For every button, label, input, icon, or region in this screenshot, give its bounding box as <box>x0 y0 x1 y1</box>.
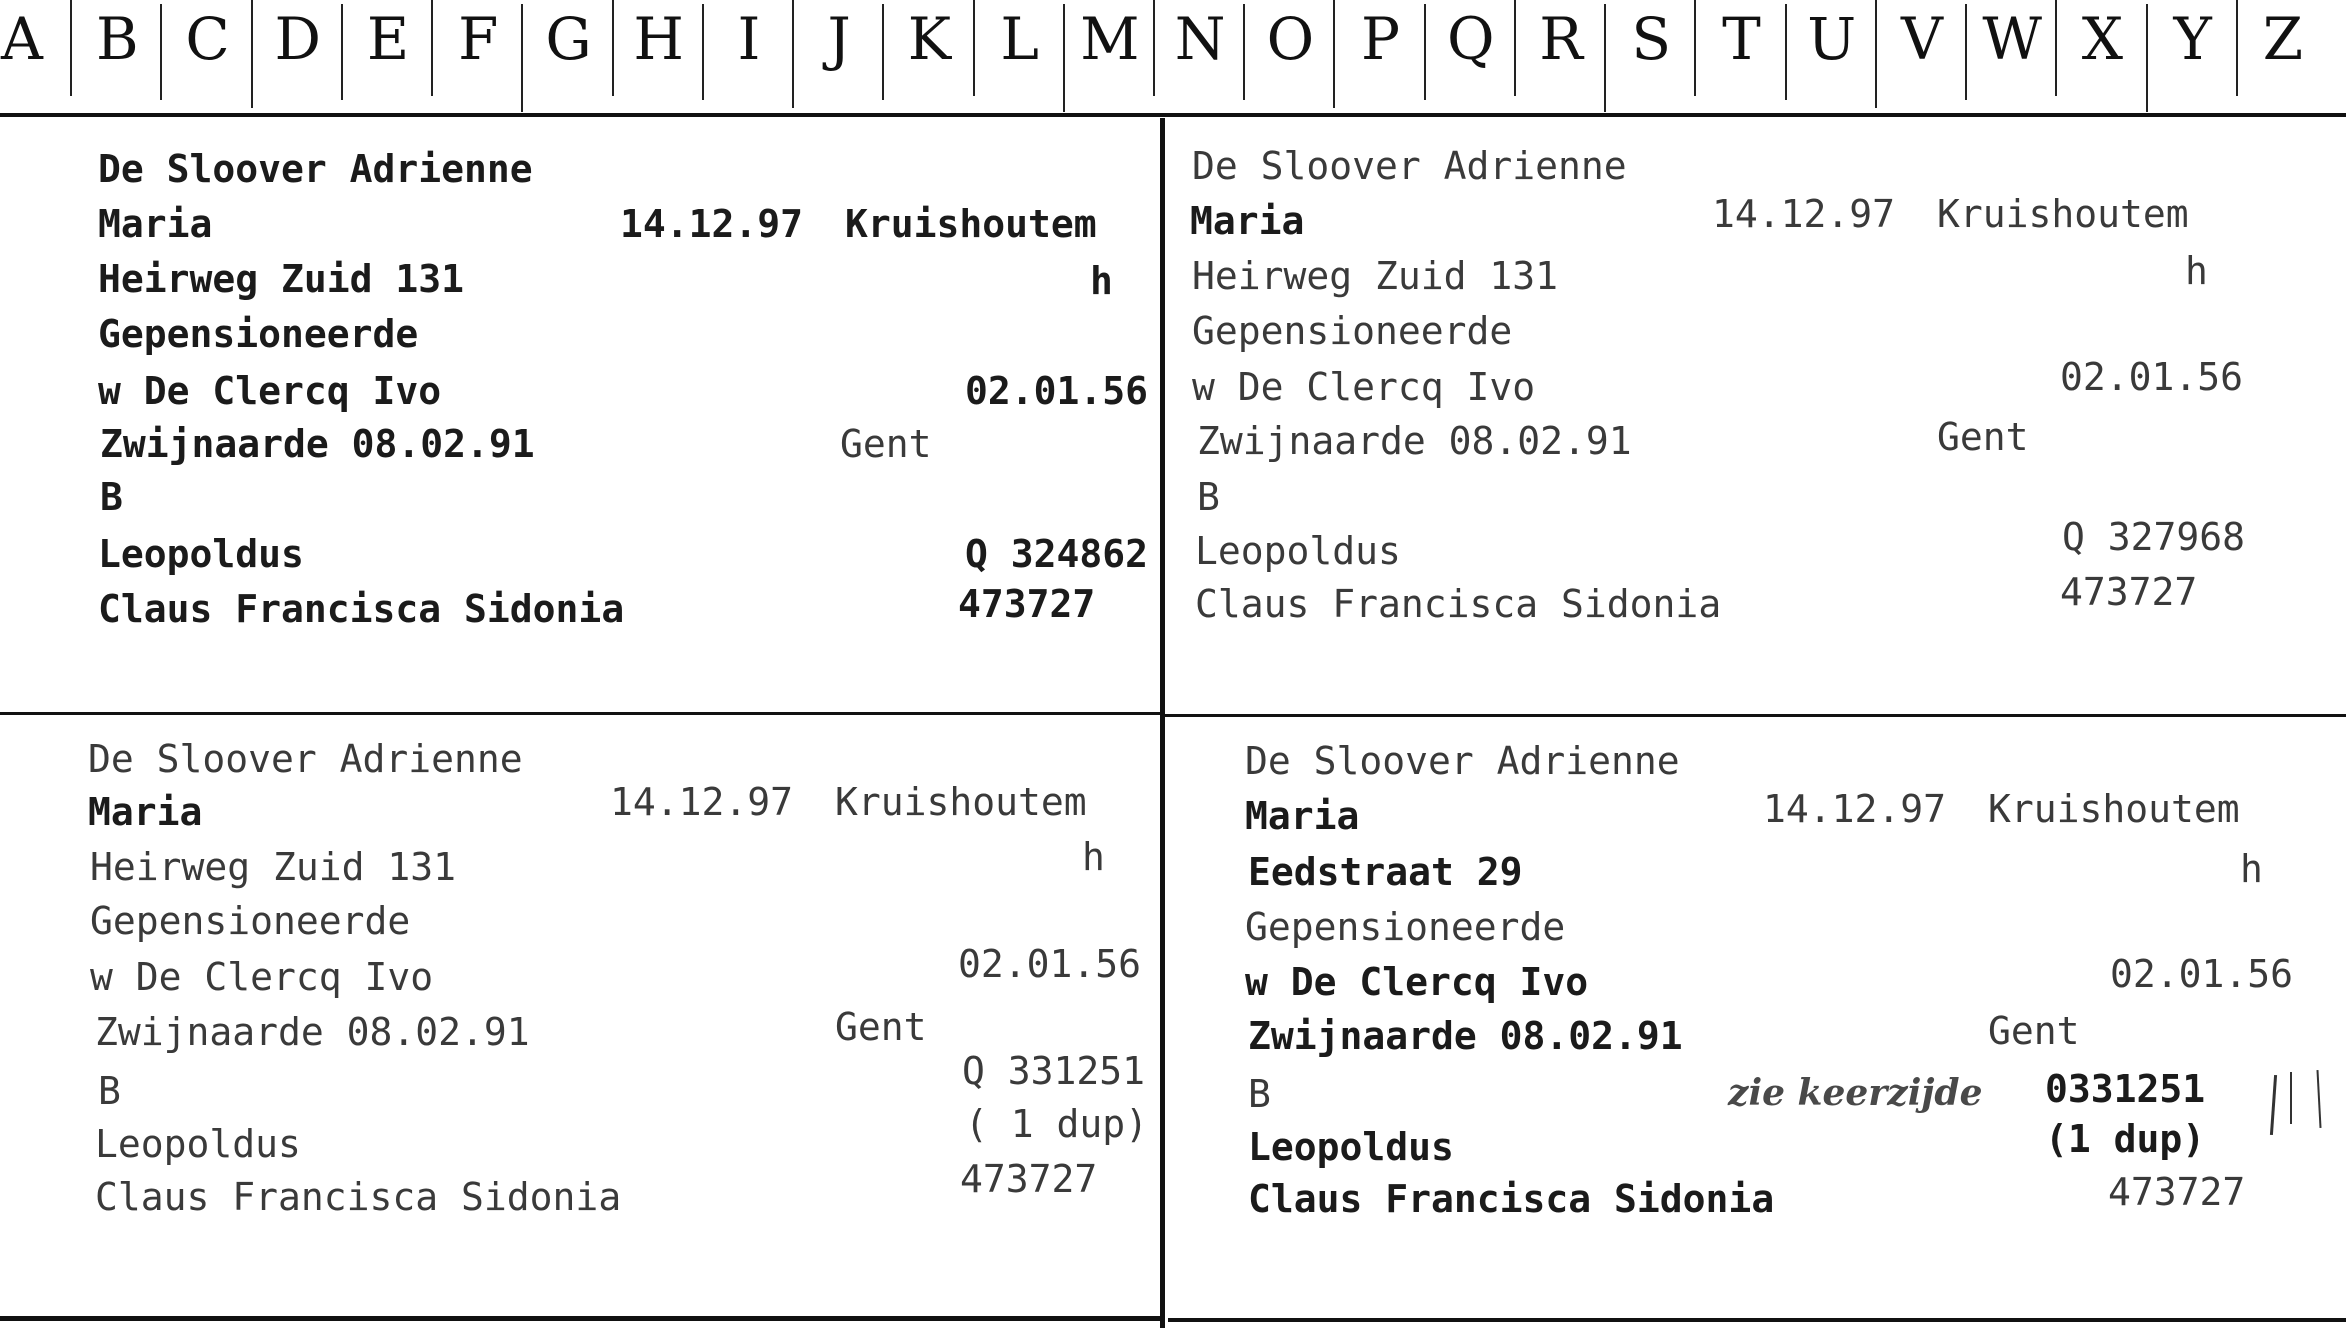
index-tick <box>2055 0 2057 96</box>
index-letter-m: M <box>1080 5 1140 73</box>
card-reference-no: Q 324862 <box>965 532 1149 576</box>
index-letter-s: S <box>1631 5 1672 73</box>
horizontal-divider-left <box>0 712 1162 715</box>
index-tick <box>1694 0 1696 96</box>
card-birth-date: 14.12.97 <box>1712 192 1896 236</box>
index-tick <box>521 4 523 112</box>
index-letter-p: P <box>1361 5 1401 73</box>
index-tick <box>1153 0 1155 96</box>
card-name-line: De Sloover Adrienne <box>1245 739 1680 783</box>
card-mother: Claus Francisca Sidonia <box>1248 1177 1775 1221</box>
card-file-no: 473727 <box>960 1157 1098 1201</box>
card-status-code: B <box>1248 1072 1271 1116</box>
card-birth-place: Kruishoutem <box>1988 787 2240 831</box>
card-name-line: De Sloover Adrienne <box>98 147 533 191</box>
card-birth-place: Kruishoutem <box>1937 192 2189 236</box>
index-tick <box>160 4 162 100</box>
index-tick <box>612 0 614 96</box>
card-parish: Leopoldus <box>95 1122 301 1166</box>
card-spouse: w De Clercq Ivo <box>1192 365 1536 409</box>
card-occupation: Gepensioneerde <box>1192 309 1513 353</box>
card-birth-date: 14.12.97 <box>620 202 804 246</box>
card-file-no: 473727 <box>2108 1170 2246 1214</box>
card-address: Heirweg Zuid 131 <box>1192 254 1559 298</box>
index-letter-o: O <box>1266 5 1315 73</box>
card-parish: Leopoldus <box>1248 1125 1454 1169</box>
card-gender: h <box>2185 249 2208 293</box>
index-letter-a: A <box>1 5 43 73</box>
bottom-rule-left <box>0 1316 1160 1321</box>
card-duplicate-note: ( 1 dup) <box>965 1102 1149 1146</box>
index-tick <box>251 0 253 108</box>
index-tick <box>431 0 433 96</box>
card-reference-no: Q 327968 <box>2062 515 2246 559</box>
index-tick <box>1424 4 1426 100</box>
card-parish: Leopoldus <box>1195 529 1401 573</box>
index-tick <box>1333 0 1335 108</box>
card-address: Heirweg Zuid 131 <box>90 845 457 889</box>
horizontal-divider-right <box>1165 714 2346 717</box>
card-mother: Claus Francisca Sidonia <box>98 587 625 631</box>
index-letter-j: J <box>827 5 851 73</box>
index-letter-q: Q <box>1447 5 1495 73</box>
index-tick <box>882 4 884 100</box>
index-letter-z: Z <box>2262 5 2304 73</box>
index-tick <box>1243 4 1245 100</box>
card-death-place: Gent <box>835 1005 927 1049</box>
card-death-line: Zwijnaarde 08.02.91 <box>1197 419 1632 463</box>
index-tick <box>702 4 704 100</box>
card-given-name: Maria <box>98 202 213 246</box>
card-reference-no: 0331251 <box>2045 1067 2206 1111</box>
card-given-name: Maria <box>88 790 203 834</box>
card-parish: Leopoldus <box>98 532 304 576</box>
card-spouse: w De Clercq Ivo <box>90 955 434 999</box>
card-reference-no: Q 331251 <box>962 1049 1146 1093</box>
card-spouse-date: 02.01.56 <box>958 942 1142 986</box>
card-mother: Claus Francisca Sidonia <box>95 1175 622 1219</box>
card-occupation: Gepensioneerde <box>98 312 419 356</box>
index-letter-b: B <box>96 5 139 73</box>
card-death-line: Zwijnaarde 08.02.91 <box>95 1010 530 1054</box>
bottom-rule-right <box>1168 1318 2346 1322</box>
index-tick <box>1063 4 1065 112</box>
index-tick <box>973 0 975 96</box>
alphabet-index-strip <box>0 0 2346 118</box>
index-letter-y: Y <box>2173 5 2212 73</box>
card-duplicate-note: (1 dup) <box>2045 1117 2206 1161</box>
card-birth-date: 14.12.97 <box>610 780 794 824</box>
index-letter-l: L <box>1000 5 1039 73</box>
vertical-divider <box>1160 118 1165 1328</box>
index-letter-w: W <box>1982 5 2042 73</box>
card-occupation: Gepensioneerde <box>1245 905 1566 949</box>
card-spouse: w De Clercq Ivo <box>98 369 442 413</box>
card-name-line: De Sloover Adrienne <box>1192 144 1627 188</box>
index-tick <box>2236 0 2238 96</box>
index-tick <box>1514 0 1516 96</box>
card-name-line: De Sloover Adrienne <box>88 737 523 781</box>
index-tick <box>792 0 794 108</box>
index-letter-v: V <box>1901 5 1943 73</box>
index-letter-d: D <box>274 5 322 73</box>
card-annotation-stamp: zie keerzijde <box>1728 1072 1983 1114</box>
index-tick <box>1785 4 1787 100</box>
card-gender: h <box>2240 847 2263 891</box>
card-spouse-date: 02.01.56 <box>965 369 1149 413</box>
card-status-code: B <box>1197 475 1220 519</box>
strip-bottom-rule <box>0 113 2346 117</box>
index-tick <box>1604 4 1606 112</box>
index-letter-i: I <box>737 5 761 73</box>
pen-mark <box>2290 1072 2292 1124</box>
index-letter-t: T <box>1722 5 1761 73</box>
index-letter-x: X <box>2081 5 2124 73</box>
card-address: Heirweg Zuid 131 <box>98 257 465 301</box>
index-tick <box>2146 4 2148 112</box>
card-death-place: Gent <box>1937 415 2029 459</box>
index-letter-u: U <box>1807 5 1857 73</box>
card-file-no: 473727 <box>958 582 1096 626</box>
card-spouse-date: 02.01.56 <box>2110 952 2294 996</box>
card-status-code: B <box>100 475 123 519</box>
index-letter-n: N <box>1174 5 1226 73</box>
card-file-no: 473727 <box>2060 570 2198 614</box>
index-letter-g: G <box>545 5 592 73</box>
index-tick <box>1875 0 1877 108</box>
card-birth-place: Kruishoutem <box>835 780 1087 824</box>
card-gender: h <box>1090 259 1113 303</box>
card-mother: Claus Francisca Sidonia <box>1195 582 1722 626</box>
card-death-line: Zwijnaarde 08.02.91 <box>1248 1014 1683 1058</box>
index-letter-e: E <box>366 5 410 73</box>
card-gender: h <box>1082 835 1105 879</box>
index-letter-h: H <box>633 5 685 73</box>
card-birth-place: Kruishoutem <box>845 202 1097 246</box>
card-death-line: Zwijnaarde 08.02.91 <box>100 422 535 466</box>
card-given-name: Maria <box>1245 794 1360 838</box>
index-letter-c: C <box>185 5 230 73</box>
card-given-name: Maria <box>1190 199 1305 243</box>
card-death-place: Gent <box>840 422 932 466</box>
index-letter-f: F <box>458 5 499 73</box>
card-birth-date: 14.12.97 <box>1763 787 1947 831</box>
card-spouse: w De Clercq Ivo <box>1245 960 1589 1004</box>
pen-mark <box>2270 1075 2277 1135</box>
pen-mark <box>2316 1070 2321 1128</box>
index-letter-k: K <box>907 5 952 73</box>
index-tick <box>341 4 343 100</box>
index-letter-r: R <box>1539 5 1583 73</box>
card-occupation: Gepensioneerde <box>90 899 411 943</box>
index-tick <box>70 0 72 96</box>
card-address: Eedstraat 29 <box>1248 850 1523 894</box>
card-status-code: B <box>98 1069 121 1113</box>
card-death-place: Gent <box>1988 1009 2080 1053</box>
index-tick <box>1965 4 1967 100</box>
card-spouse-date: 02.01.56 <box>2060 355 2244 399</box>
